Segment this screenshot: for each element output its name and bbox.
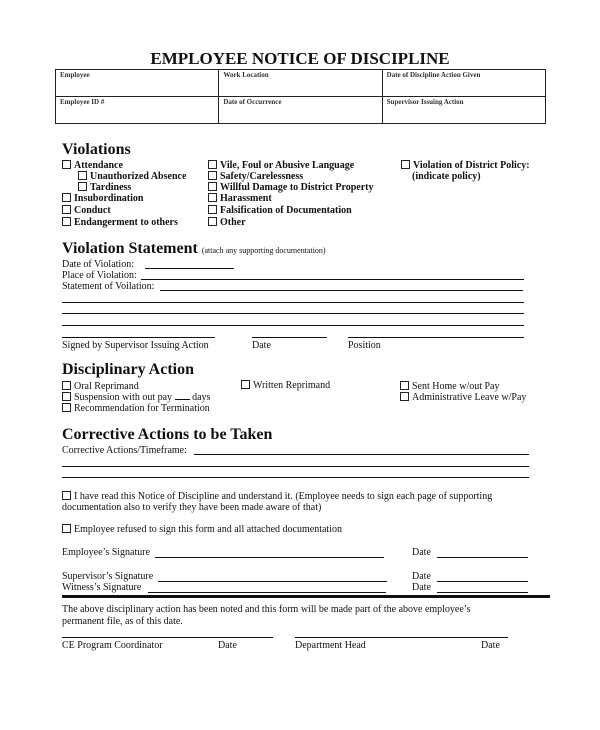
witness-signature-label: Witness’s Signature — [62, 582, 142, 593]
checkbox-icon[interactable] — [208, 205, 217, 214]
checkbox-attendance[interactable]: Attendance — [62, 160, 123, 171]
date-occurrence-field[interactable]: Date of Occurrence — [219, 97, 382, 124]
work-location-field[interactable]: Work Location — [219, 70, 382, 97]
footer-note-cont: permanent file, as of this date. — [62, 616, 183, 627]
employee-signature-label: Employee’s Signature — [62, 547, 151, 558]
checkbox-icon[interactable] — [208, 171, 217, 180]
checkbox-icon[interactable] — [241, 380, 250, 389]
checkbox-icon[interactable] — [208, 182, 217, 191]
date-label: Date — [481, 640, 500, 651]
checkbox-safety[interactable]: Safety/Carelessness — [208, 171, 303, 182]
supervisor-signature-label: Supervisor’s Signature — [62, 571, 154, 582]
supervisor-date-line[interactable] — [437, 581, 528, 582]
date-label: Date — [412, 571, 431, 582]
acknowledge-text-cont: documentation also to verify they have been made aware of that) — [62, 502, 322, 513]
place-of-violation-line[interactable] — [141, 279, 524, 280]
checkbox-icon[interactable] — [62, 217, 71, 226]
checkbox-insubordination[interactable]: Insubordination — [62, 193, 143, 204]
checkbox-endangerment[interactable]: Endangerment to others — [62, 217, 178, 228]
corrective-actions-heading: Corrective Actions to be Taken — [62, 426, 273, 443]
checkbox-refused[interactable]: Employee refused to sign this form and all attached documentation — [62, 524, 342, 535]
checkbox-icon[interactable] — [400, 381, 409, 390]
section-divider — [62, 595, 550, 598]
checkbox-icon[interactable] — [401, 160, 410, 169]
date-label: Date — [252, 340, 271, 351]
checkbox-tardiness[interactable]: Tardiness — [78, 182, 131, 193]
coordinator-signature-line[interactable] — [62, 637, 273, 638]
checkbox-icon[interactable] — [62, 160, 71, 169]
checkbox-district-policy[interactable]: Violation of District Policy: — [401, 160, 530, 171]
checkbox-icon[interactable] — [208, 160, 217, 169]
position-line[interactable] — [348, 337, 524, 338]
corrective-line[interactable] — [62, 477, 529, 478]
form-title: EMPLOYEE NOTICE OF DISCIPLINE — [150, 49, 450, 68]
timeframe-label: Corrective Actions/Timeframe: — [62, 445, 187, 456]
dept-head-label: Department Head — [295, 640, 366, 651]
date-line[interactable] — [252, 337, 327, 338]
checkbox-icon[interactable] — [62, 524, 71, 533]
checkbox-admin-leave[interactable]: Administrative Leave w/Pay — [400, 392, 526, 403]
date-label: Date — [412, 547, 431, 558]
checkbox-icon[interactable] — [78, 171, 87, 180]
checkbox-abusive-language[interactable]: Vile, Foul or Abusive Language — [208, 160, 354, 171]
employee-field[interactable]: Employee — [56, 70, 219, 97]
checkbox-falsification[interactable]: Falsification of Documentation — [208, 205, 352, 216]
checkbox-harassment[interactable]: Harassment — [208, 193, 272, 204]
days-input[interactable] — [175, 399, 190, 400]
supervisor-signature-line[interactable] — [62, 337, 215, 338]
supervisor-field[interactable]: Supervisor Issuing Action — [382, 97, 545, 124]
checkbox-sent-home[interactable]: Sent Home w/out Pay — [400, 381, 500, 392]
checkbox-icon[interactable] — [78, 182, 87, 191]
date-given-field[interactable]: Date of Discipline Action Given — [382, 70, 545, 97]
coordinator-label: CE Program Coordinator — [62, 640, 163, 651]
statement-line[interactable] — [62, 313, 524, 314]
indicate-policy-label: (indicate policy) — [412, 171, 481, 182]
footer-note: The above disciplinary action has been noted and this form will be made part of the above employee’s — [62, 604, 471, 615]
statement-line[interactable] — [62, 325, 524, 326]
checkbox-termination[interactable]: Recommendation for Termination — [62, 403, 210, 414]
date-of-violation-line[interactable] — [145, 268, 234, 269]
position-label: Position — [348, 340, 381, 351]
violations-heading: Violations — [62, 141, 131, 158]
disciplinary-action-heading: Disciplinary Action — [62, 361, 195, 378]
checkbox-icon[interactable] — [62, 491, 71, 500]
statement-line[interactable] — [160, 290, 523, 291]
checkbox-conduct[interactable]: Conduct — [62, 205, 111, 216]
checkbox-other[interactable]: Other — [208, 217, 246, 228]
corrective-line[interactable] — [62, 466, 529, 467]
checkbox-icon[interactable] — [400, 392, 409, 401]
checkbox-acknowledge[interactable]: I have read this Notice of Discipline and understand it. (Employee needs to sign each page of supporting — [62, 491, 492, 502]
checkbox-icon[interactable] — [62, 381, 71, 390]
place-of-violation-label: Place of Violation: — [62, 270, 137, 281]
employee-info-table — [55, 69, 546, 124]
supervisor-signature-line[interactable] — [158, 581, 387, 582]
checkbox-oral-reprimand[interactable]: Oral Reprimand — [62, 381, 139, 392]
witness-signature-line[interactable] — [148, 592, 386, 593]
statement-of-violation-label: Statement of Voilation: — [62, 281, 155, 292]
date-label: Date — [218, 640, 237, 651]
checkbox-icon[interactable] — [62, 392, 71, 401]
dept-head-signature-line[interactable] — [295, 637, 508, 638]
date-label: Date — [412, 582, 431, 593]
checkbox-icon[interactable] — [62, 205, 71, 214]
checkbox-icon[interactable] — [208, 217, 217, 226]
checkbox-icon[interactable] — [62, 193, 71, 202]
employee-signature-line[interactable] — [155, 557, 384, 558]
checkbox-icon[interactable] — [62, 403, 71, 412]
timeframe-line[interactable] — [194, 454, 529, 455]
violation-statement-heading: Violation Statement (attach any supporting documentation) — [62, 240, 326, 257]
date-of-violation-label: Date of Violation: — [62, 259, 134, 270]
witness-date-line[interactable] — [437, 592, 528, 593]
checkbox-willful-damage[interactable]: Willful Damage to District Property — [208, 182, 374, 193]
employee-date-line[interactable] — [437, 557, 528, 558]
signed-by-label: Signed by Supervisor Issuing Action — [62, 340, 209, 351]
checkbox-icon[interactable] — [208, 193, 217, 202]
checkbox-written-reprimand[interactable]: Written Reprimand — [241, 380, 330, 391]
checkbox-suspension[interactable]: Suspension with out pay days — [62, 392, 210, 403]
employee-id-field[interactable]: Employee ID # — [56, 97, 219, 124]
checkbox-unauthorized-absence[interactable]: Unauthorized Absence — [78, 171, 186, 182]
statement-line[interactable] — [62, 302, 524, 303]
